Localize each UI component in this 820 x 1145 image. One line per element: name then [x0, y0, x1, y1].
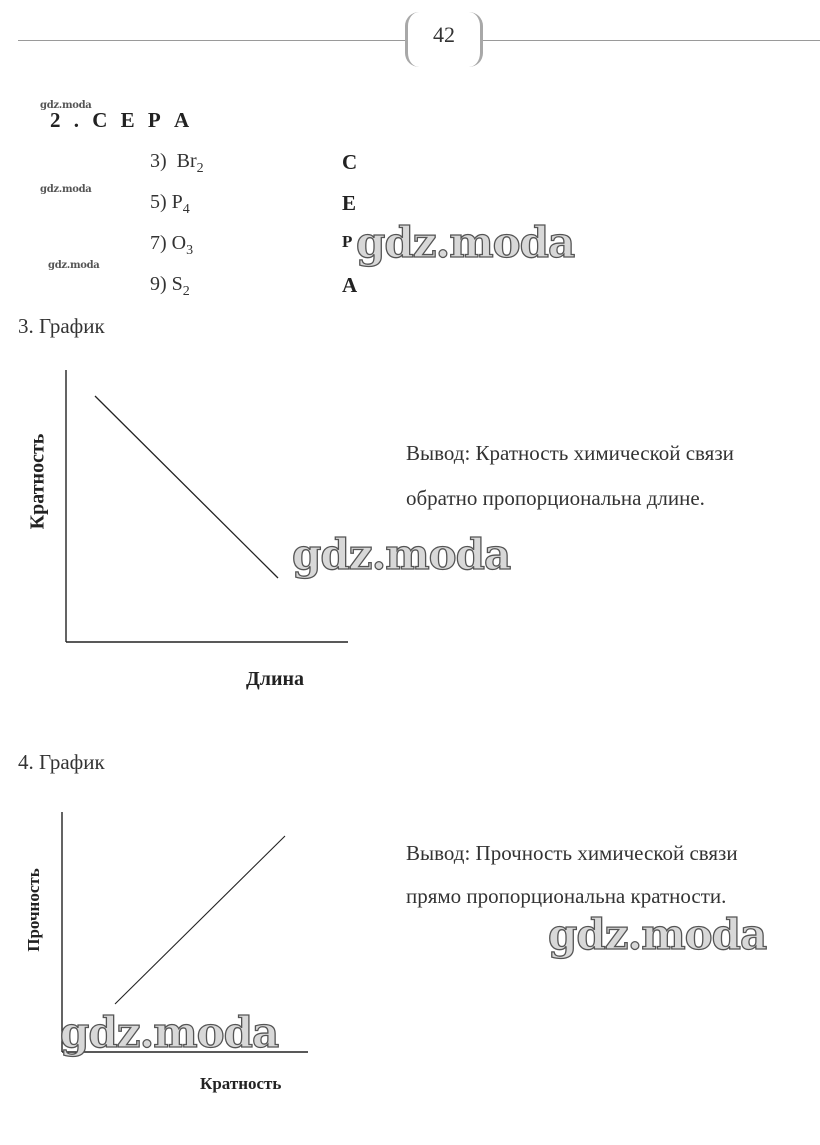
page-number: 42 [405, 12, 483, 67]
section-2-heading: 2 . С Е Р А [50, 108, 194, 132]
watermark-small: gdz.moda [48, 260, 100, 271]
item-number: 7) [150, 232, 167, 254]
chart1-x-axis-label: Длина [246, 668, 305, 690]
chart1-trend-line [95, 396, 278, 578]
chart2-trend-line [115, 836, 285, 1004]
watermark-small: gdz.moda [40, 100, 92, 111]
item-number: 3) [150, 150, 167, 172]
item-subscript: 2 [182, 284, 190, 299]
section-3-conclusion-line2: обратно пропорциональна длине. [406, 486, 705, 510]
item-formula: P [171, 191, 183, 213]
watermark-large: gdz.moda [60, 1008, 279, 1057]
item-subscript: 3 [186, 243, 194, 258]
watermark-large: gdz.moda [292, 530, 511, 579]
item-subscript: 2 [196, 161, 204, 176]
item-formula: O [171, 232, 187, 254]
item-number: 9) [150, 273, 167, 295]
answer-letter: А [342, 273, 358, 297]
section-4-conclusion-line1: Вывод: Прочность химической связи [406, 841, 738, 865]
item-subscript: 4 [182, 202, 190, 217]
item-number: 5) [150, 191, 167, 213]
answer-letter: С [342, 150, 358, 174]
answer-letter: Е [342, 191, 357, 215]
watermark-large: gdz.moda [548, 910, 767, 959]
item-formula: Br [176, 150, 197, 172]
answer-letter: Р [342, 232, 353, 251]
watermark-small: gdz.moda [40, 184, 92, 195]
section-3-title: 3. График [18, 314, 105, 338]
chart2-x-axis-label: Кратность [200, 1074, 282, 1093]
chart1-y-axis-label: Кратность [26, 433, 49, 530]
item-formula: S [171, 273, 183, 295]
section-3-conclusion-line1: Вывод: Кратность химической связи [406, 441, 734, 465]
chart2-y-axis-label: Прочность [24, 868, 43, 952]
section-4-title: 4. График [18, 750, 105, 774]
watermark-large: gdz.moda [356, 218, 575, 267]
section-4-conclusion-line2: прямо пропорциональна кратности. [406, 884, 727, 908]
